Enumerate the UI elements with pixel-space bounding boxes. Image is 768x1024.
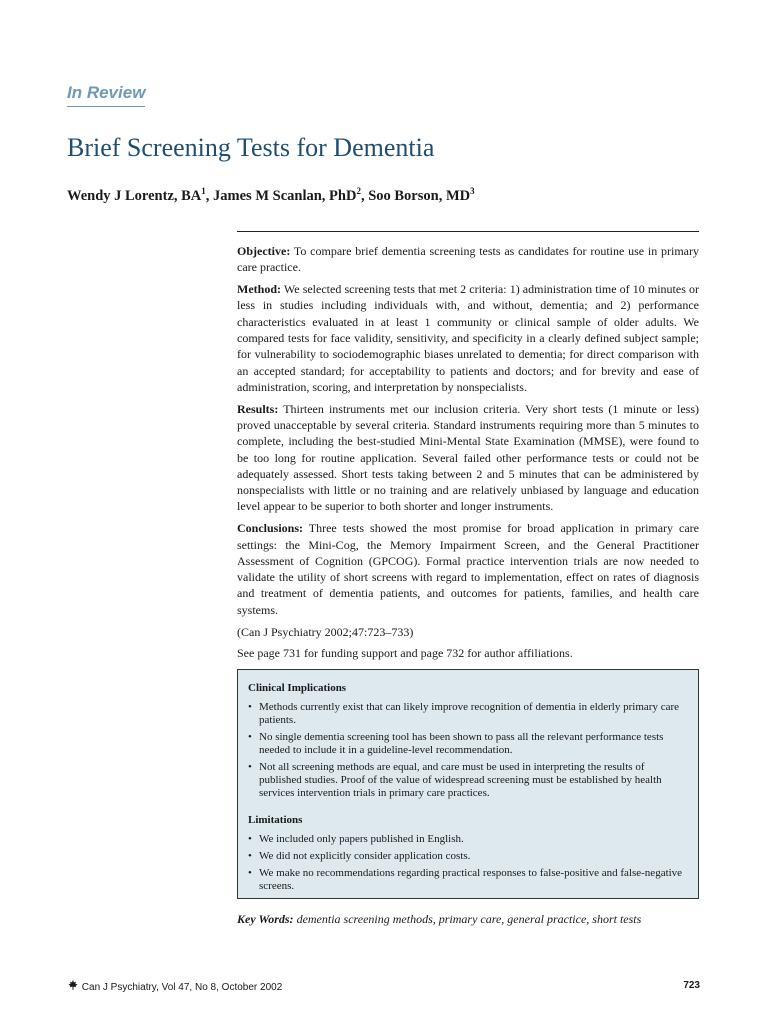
abstract-method-text: We selected screening tests that met 2 criteria: 1) administration time of 10 minutes or less in studies including individuals with, and without, dementia; and 2) performance characteristics evaluated in at least 1 community or clinical sample of older adults. We compared tests for face validity, sensitivity, and specificity in a clearly defined subject sample; for vulnerability to sociodemographic biases unrelated to dementia; for direct comparison with an accepted standard; for acceptability to patients and doctors; and for brevity and ease of administration, scoring, and interpretation by nonspecialists. xyxy=(237,282,699,394)
footer-journal-text: Can J Psychiatry, Vol 47, No 8, October 2002 xyxy=(81,982,283,993)
abstract-method-label: Method: xyxy=(237,282,281,297)
list-item-text: Not all screening methods are equal, and care must be used in interpreting the results of published studies. Proof of the value of widespread screening must be established by health services intervention trials in primary care practices. xyxy=(259,761,662,799)
author-separator: , xyxy=(205,187,214,204)
author-name: Soo Borson, MD xyxy=(368,187,471,204)
citation: (Can J Psychiatry 2002;47:723–733) xyxy=(237,624,414,639)
list-item-text: No single dementia screening tool has been shown to pass all the relevant performance tests needed to include it in a guideline-level recommendation. xyxy=(259,731,664,756)
list-item-text: We did not explicitly consider application costs. xyxy=(259,850,471,862)
abstract-conclusions-label: Conclusions: xyxy=(237,521,304,536)
author-separator: , xyxy=(360,187,369,204)
abstract-objective-text: To compare brief dementia screening tests as candidates for routine use in primary care practice. xyxy=(237,244,699,275)
author-list xyxy=(67,186,475,205)
clinical-implications-box xyxy=(237,669,699,899)
bullet-icon: • xyxy=(248,850,252,862)
abstract-results-label: Results: xyxy=(237,401,279,416)
clinical-implications-heading: Clinical Implications xyxy=(248,682,347,694)
abstract xyxy=(237,243,699,667)
section-label: In Review xyxy=(67,83,145,107)
abstract-conclusions-text: Three tests showed the most promise for broad application in primary care settings: the Mini-Cog, the Memory Impairment Screen, and the General Practitioner Assessment of Cognition (GPCOG). Formal practice intervention trials are now needed to validate the utility of short screens with regard to implementation, effect on rates of diagnosis and treatment of dementia patients, and outcomes for patients, families, and health care systems. xyxy=(237,521,699,617)
abstract-results-text: Thirteen instruments met our inclusion criteria. Very short tests (1 minute or less) proved unacceptable by several criteria. Standard instruments requiring more than 5 minutes to complete, including the best-studied Mini-Mental State Examination (MMSE), were found to be too long for routine application. Several failed other performance tests or could not be adequately assessed. Short tests taking between 2 and 5 minutes that can be administered by nonspecialists with little or no training and are relatively unbiased by language and education level appear to be superior to both shorter and longer instruments. xyxy=(237,401,699,514)
abstract-divider xyxy=(237,231,699,232)
bullet-icon: • xyxy=(248,867,252,879)
author-name: James M Scanlan, PhD xyxy=(213,187,357,204)
funding-note: See page 731 for funding support and page 732 for author affiliations. xyxy=(237,646,573,661)
list-item-text: We included only papers published in English. xyxy=(259,833,464,845)
bullet-icon: • xyxy=(248,833,252,845)
author-affiliation-mark: 2 xyxy=(356,186,361,196)
article-title: Brief Screening Tests for Dementia xyxy=(67,133,435,162)
abstract-results xyxy=(237,401,699,515)
author-affiliation-mark: 1 xyxy=(201,186,206,196)
author-name: Wendy J Lorentz, BA xyxy=(67,187,202,204)
list-item-text: We make no recommendations regarding practical responses to false-positive and false-negative screens. xyxy=(259,867,683,892)
page-number: 723 xyxy=(683,980,700,991)
list-item xyxy=(248,731,688,757)
bullet-icon: • xyxy=(248,761,252,773)
limitations-heading: Limitations xyxy=(248,814,303,826)
list-item xyxy=(248,867,688,893)
list-item xyxy=(248,833,688,846)
author-affiliation-mark: 3 xyxy=(470,186,475,196)
list-item xyxy=(248,761,688,800)
limitations-list xyxy=(248,833,688,893)
key-words-text: dementia screening methods, primary care, general practice, short tests xyxy=(293,912,642,926)
footer-journal xyxy=(67,980,282,993)
clinical-implications-list xyxy=(248,701,688,800)
bullet-icon: • xyxy=(248,701,252,713)
maple-leaf-icon xyxy=(67,980,79,993)
key-words xyxy=(237,912,641,927)
list-item-text: Methods currently exist that can likely improve recognition of dementia in elderly primary care patients. xyxy=(259,701,679,726)
abstract-conclusions xyxy=(237,520,699,618)
abstract-objective-label: Objective: xyxy=(237,244,291,258)
abstract-method xyxy=(237,281,699,395)
bullet-icon: • xyxy=(248,731,252,743)
list-item xyxy=(248,701,688,727)
key-words-label: Key Words: xyxy=(237,912,294,926)
abstract-objective xyxy=(237,243,699,276)
list-item xyxy=(248,850,688,863)
